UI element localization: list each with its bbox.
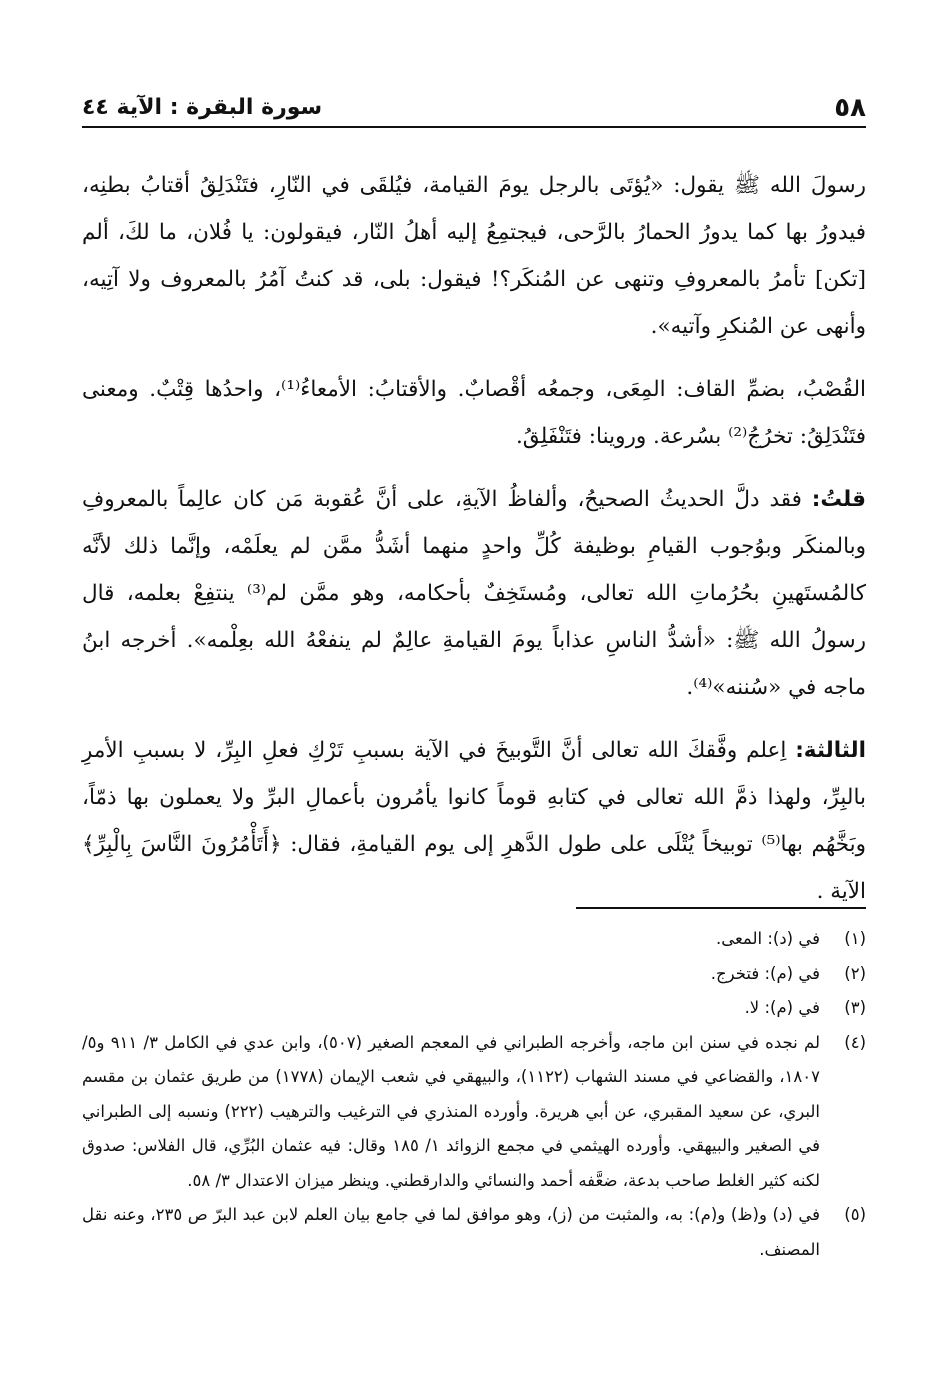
running-title: سورة البقرة : الآية ٤٤	[82, 95, 323, 120]
footnote-number: (٥)	[844, 1205, 866, 1224]
paragraph-third-point	[82, 727, 866, 915]
page-header	[82, 84, 866, 124]
footnote	[82, 1026, 866, 1199]
paragraph-third-text: اِعلم وفَّقكَ الله تعالى أنَّ التَّوبيخَ في الآية بسببِ تَرْكِ فعلِ البِرِّ، لا بسببِ الأمرِ بالبِرِّ، ولهذا ذمَّ الله تعالى في كتابهِ قوماً كانوا يأمُرون بأعمالِ البرِّ ولا يعملون بها ذمّاً، وبَخَّهُم بها⁽⁵⁾ توبيخاً يُتْلَى على طول الدَّهرِ إلى يوم القيامةِ، فقال: ﴿أَتَأْمُرُونَ النَّاسَ بِالْبِرِّ﴾ الآية .	[82, 738, 866, 904]
footnote-number: (٣)	[844, 998, 866, 1017]
footnote-number: (١)	[844, 929, 866, 948]
main-text	[82, 162, 866, 931]
footnote-separator	[576, 907, 866, 909]
footnote	[82, 922, 866, 957]
footnote-text: لم نجده في سنن ابن ماجه، وأخرجه الطبراني في المعجم الصغير (٥٠٧)، وابن عدي في الكامل ٣/ ٩١١ و٥/ ١٨٠٧، والقضاعي في مسند الشهاب (١١٢٢)، والبيهقي في شعب الإيمان (١٧٧٨) من طريق عثمان بن مقسم البري، عن سعيد المقبري، عن أبي هريرة. وأورده المنذري في الترغيب والترهيب (٢٢٢) ونسبه إلى الطبراني في الصغير والبيهقي. وأورده الهيثمي في مجمع الزوائد ١/ ١٨٥ وقال: فيه عثمان البُرِّي، قال الفلاس: صدوق لكنه كثير الغلط صاحب بدعة، ضعَّفه أحمد والنسائي والدارقطني. وينظر ميزان الاعتدال ٣/ ٥٨.	[82, 1032, 821, 1190]
paragraph-lead-third: الثالثة:	[795, 738, 866, 763]
footnote-text: في (م): لا.	[744, 998, 820, 1017]
page-number: ٥٨	[834, 93, 866, 123]
paragraph-qultu-text: فقد دلَّ الحديثُ الصحيحُ، وألفاظُ الآيةِ، على أنَّ عُقوبة مَن كان عالِماً بالمعروفِ وبالمنكَر وبوُجوب القيامِ بوظيفة كُلِّ واحدٍ منهما أشَدُّ ممَّن لم يعلَمْه، وإنَّما ذلك لأنَّه كالمُستَهينِ بحُرُماتِ الله تعالى، ومُستَخِفٌ بأحكامه، وهو ممَّن لم⁽³⁾ ينتفِعْ بعلمه، قال رسولُ الله ﷺ: «أشدُّ الناسِ عذاباً يومَ القيامةِ عالِمٌ لم ينفعْهُ الله بعِلْمه». أخرجه ابنُ ماجه في «سُننه»⁽⁴⁾.	[82, 487, 866, 700]
paragraph-qultu	[82, 476, 866, 711]
paragraph-vocabulary: القُصْبُ، بضمِّ القاف: المِعَى، وجمعُه أقْصابٌ. والأقتابُ: الأمعاءُ⁽¹⁾، واحدُها قِتْبٌ. ومعنى فتَنْدَلِقُ: تخرُجُ⁽²⁾ بسُرعة. وروينا: فتَنْفَلِقُ.	[82, 377, 867, 449]
footnote	[82, 957, 866, 992]
footnote-number: (٤)	[844, 1032, 866, 1052]
footnote-text: في (د): المعى.	[715, 929, 820, 948]
footnote-number: (٢)	[844, 963, 866, 983]
paragraph-lead-qultu: قلتُ:	[811, 487, 866, 512]
footnote-text: في (د) و(ظ) و(م): به، والمثبت من (ز)، وهو موافق لما في جامع بيان العلم لابن عبد البرّ ص ٢٣٥، وعنه نقل المصنف.	[82, 1205, 820, 1259]
footnote	[82, 991, 866, 1026]
footnotes	[82, 922, 866, 1267]
paragraph-hadith: رسولَ الله ﷺ يقول: «يُؤتَى بالرجل يومَ القيامة، فيُلقَى في النّارِ، فتَنْدَلِقُ أقتابُ بطنِه، فيدورُ بها كما يدورُ الحمارُ بالرَّحى، فيجتمِعُ إليه أهلُ النّار، فيقولون: يا فُلان، ما لكَ، ألم [تكن] تأمرُ بالمعروفِ وتنهى عن المُنكَر؟! فيقول: بلى، قد كنتُ آمُرُ بالمعروف ولا آتِيه، وأنهى عن المُنكرِ وآتيه».	[82, 173, 866, 339]
footnote	[82, 1198, 866, 1267]
footnote-text: في (م): فتخرج.	[710, 963, 820, 983]
header-rule	[82, 126, 866, 128]
